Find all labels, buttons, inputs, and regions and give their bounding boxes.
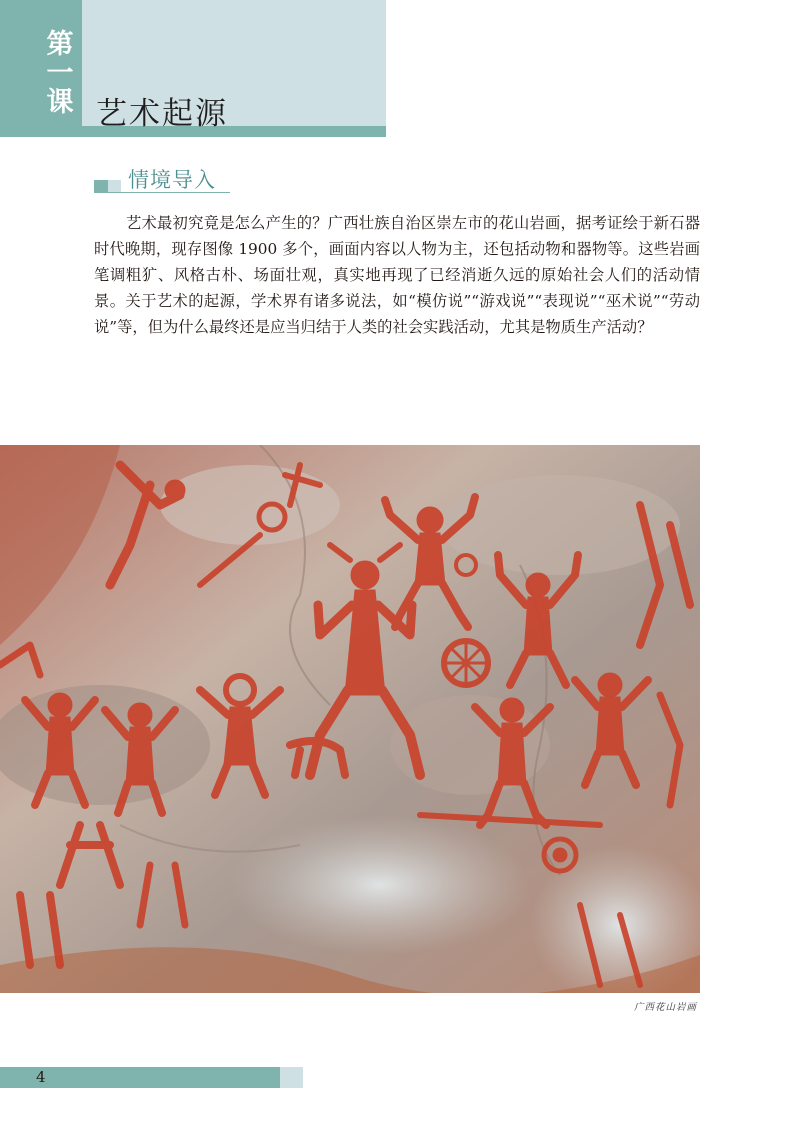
intro-paragraph: 艺术最初究竟是怎么产生的？广西壮族自治区崇左市的花山岩画，据考证绘于新石器时代晚期，现存图像 1900 多个，画面内容以人物为主，还包括动物和器物等。这些岩画笔调粗犷、风格古朴、场面壮观，真实地再现了已经消逝久远的原始社会人们的活动情景。关于艺术的起源，学术界有诸多说法，如“模仿说”“游戏说”“表现说”“巫术说”“劳动说”等，但为什么最终还是应当归结于人类的社会实践活动，尤其是物质生产活动？ xyxy=(94,214,700,336)
page-number: 4 xyxy=(36,1068,46,1086)
figure-caption: 广西花山岩画 xyxy=(633,1002,697,1013)
section-underline xyxy=(94,192,230,193)
section-title: 情境导入 xyxy=(128,168,216,192)
rock-painting-illustration xyxy=(0,445,700,993)
lesson-char: 一 xyxy=(46,58,74,89)
lesson-char: 第 xyxy=(46,29,74,60)
lesson-char: 课 xyxy=(46,87,74,118)
footer-light-bar xyxy=(280,1067,303,1088)
lesson-title: 艺术起源 xyxy=(96,96,228,132)
rock-painting-image xyxy=(0,445,700,993)
lesson-number xyxy=(44,30,76,117)
